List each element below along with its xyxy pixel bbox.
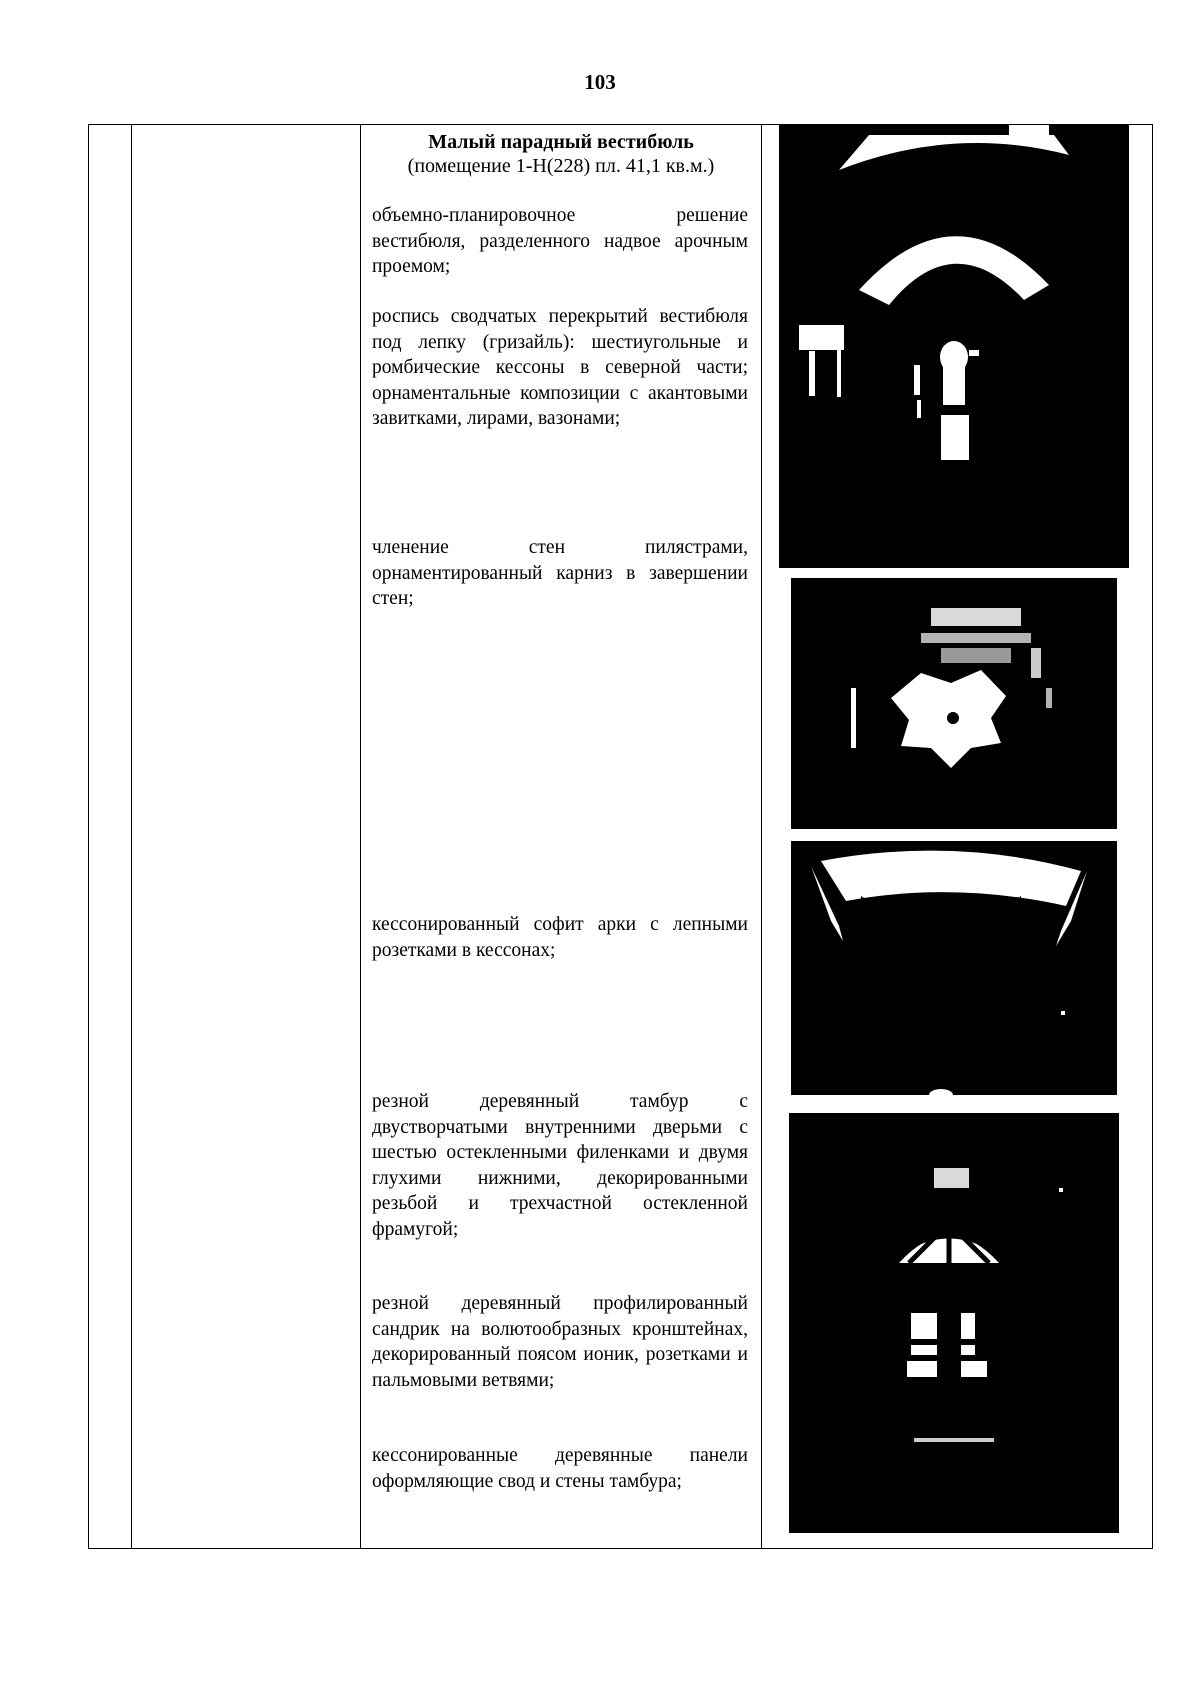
page-number: 103 (584, 70, 616, 94)
paragraph-arch-soffit: кессонированный софит арки с лепными розетками в кессонах; (372, 914, 748, 961)
section-title: Малый парадный вестибюль (428, 131, 694, 153)
vestibule-arch-image (779, 125, 1129, 568)
ceiling-rosette-image (791, 578, 1117, 829)
photo-arch-soffit (791, 841, 1117, 1095)
photos-cell (762, 125, 1153, 1549)
paragraph-layout: объемно-планировочное решение вестибюля, разделенного надвое арочным проемом; (372, 205, 748, 277)
paragraph-panels: кессонированные деревянные панели оформляющие свод и стены тамбура; (372, 1445, 748, 1492)
paragraph-pilasters: членение стен пилястрами, орнаментированный карниз в завершении стен; (372, 537, 748, 609)
paragraph-sandrik: резной деревянный профилированный сандрик на волютообразных кронштейнах, декорированный поясом ионик, розетками и пальмовыми ветвями; (372, 1293, 748, 1391)
photo-vestibule-arch (779, 125, 1129, 568)
number-cell (89, 125, 132, 1549)
section-subtitle: (помещение 1-Н(228) пл. 41,1 кв.м.) (407, 155, 715, 177)
heritage-table (88, 124, 1153, 1549)
table-row (89, 125, 1153, 1549)
photo-tambour-doors (789, 1113, 1119, 1533)
paragraph-ceiling-painting: роспись сводчатых перекрытий вестибюля под лепку (гризайль): шестиугольные и ромбические кессоны в северной части; орнаментальные композиции с акантовыми завитками, лирами, вазонами; (372, 306, 748, 429)
tambour-doors-image (789, 1113, 1119, 1533)
arch-soffit-image (791, 841, 1117, 1095)
description-cell (361, 125, 762, 1549)
section-heading (361, 130, 761, 178)
object-name-cell (132, 125, 361, 1549)
paragraph-tambour: резной деревянный тамбур с двустворчатыми внутренними дверьми с шестью остекленными филенками и двумя глухими нижними, декорированными резьбой и трехчастной остекленной фрамугой; (372, 1091, 748, 1240)
photo-ceiling-rosette (791, 578, 1117, 829)
